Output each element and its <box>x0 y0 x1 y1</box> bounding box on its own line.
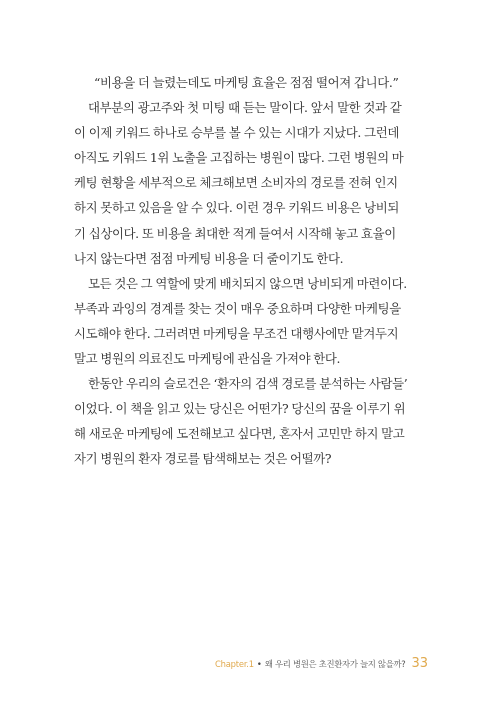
paragraph-1 <box>74 95 426 271</box>
paragraph-line: 대부분의 광고주와 첫 미팅 때 듣는 말이다. 앞서 말한 것과 같 <box>88 100 402 116</box>
opening-quote: “비용을 더 늘렸는데도 마케팅 효율은 점점 떨어져 갑니다.” <box>94 75 399 90</box>
paragraph-line: 이었다. 이 책을 읽고 있는 당신은 어떤가? 당신의 꿈을 이루기 위 <box>74 401 406 417</box>
paragraph-line: 기 십상이다. 또 비용을 최대한 적게 들여서 시작해 놓고 효율이 <box>74 225 396 241</box>
body-text <box>74 70 426 472</box>
page-number: 33 <box>411 656 428 671</box>
paragraph-line: 이 이제 키워드 하나로 승부를 볼 수 있는 시대가 지났다. 그런데 <box>74 125 399 141</box>
paragraph-line: 말고 병원의 의료진도 마케팅에 관심을 가져야 한다. <box>74 351 341 367</box>
paragraph-line: 시도해야 한다. 그러려면 마케팅을 무조건 대행사에만 맡겨두지 <box>74 325 399 341</box>
chapter-title: 왜 우리 병원은 초진환자가 늘지 않을까? <box>264 659 406 669</box>
paragraph-line: 케팅 현황을 세부적으로 체크해보면 소비자의 경로를 전혀 인지 <box>74 175 398 191</box>
paragraph-line: 한동안 우리의 슬로건은 ‘환자의 검색 경로를 분석하는 사람들’ <box>88 376 408 392</box>
paragraph-line: 모든 것은 그 역할에 맞게 배치되지 않으면 낭비되게 마련이다. <box>88 275 407 291</box>
paragraph-line: 자기 병원의 환자 경로를 탐색해보는 것은 어떨까? <box>74 451 332 467</box>
paragraph-line: 아직도 키워드 1위 노출을 고집하는 병원이 많다. 그런 병원의 마 <box>74 150 404 166</box>
footer-separator: • <box>256 659 262 669</box>
paragraph-line: 나지 않는다면 점점 마케팅 비용을 더 줄이기도 한다. <box>74 250 344 266</box>
paragraph-3 <box>74 371 426 471</box>
paragraph-2 <box>74 271 426 371</box>
paragraph-line: 해 새로운 마케팅에 도전해보고 싶다면, 혼자서 고민만 하지 말고 <box>74 426 405 442</box>
paragraph-line: 하지 못하고 있음을 알 수 있다. 이런 경우 키워드 비용은 낭비되 <box>74 200 399 216</box>
running-footer <box>215 656 428 671</box>
paragraph-line: 부족과 과잉의 경계를 찾는 것이 매우 중요하며 다양한 마케팅을 <box>74 300 401 316</box>
chapter-label: Chapter.1 <box>214 659 254 669</box>
